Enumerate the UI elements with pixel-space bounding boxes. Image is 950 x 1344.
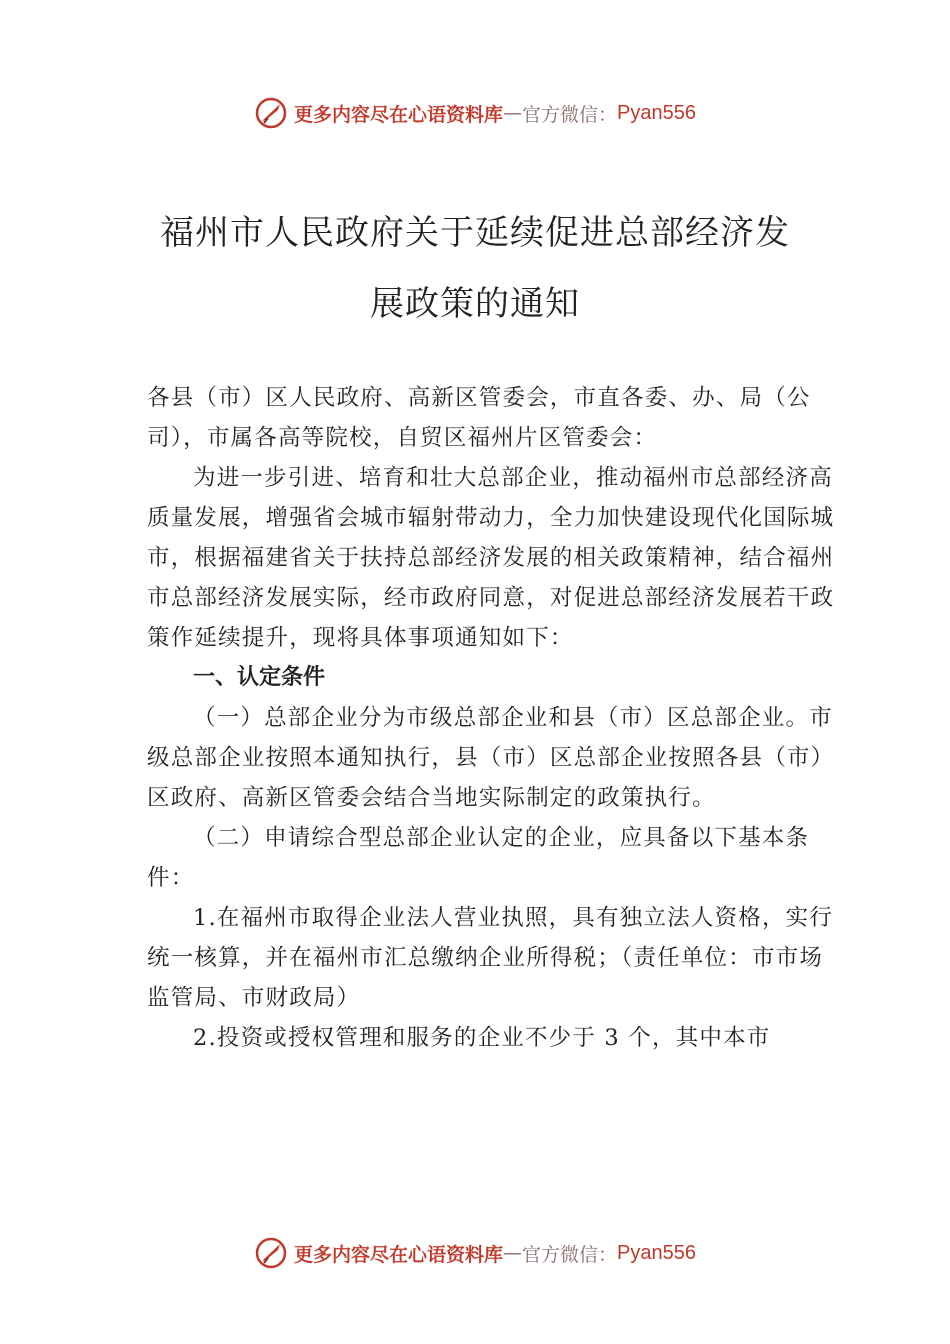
watermark-wechat-label: 官方微信： bbox=[522, 103, 618, 126]
watermark-separator: — bbox=[503, 1242, 523, 1264]
watermark-separator: — bbox=[503, 102, 523, 124]
watermark-wechat-id: Pyan556 bbox=[617, 1241, 696, 1264]
addressee: 各县（市）区人民政府、高新区管委会，市直各委、办、局（公司），市属各高等院校，自贸区福州片区管委会： bbox=[147, 385, 811, 451]
document-title-line2: 展政策的通知 bbox=[370, 284, 580, 324]
quill-logo-icon bbox=[254, 96, 288, 130]
watermark-wechat-label: 官方微信： bbox=[522, 1243, 618, 1266]
document-body bbox=[147, 378, 837, 1058]
condition-paragraph: 1.在福州市取得企业法人营业执照，具有独立法人资格，实行统一核算，并在福州市汇总缴纳企业所得税；（责任单位：市市场监管局、市财政局） bbox=[147, 905, 834, 1011]
document-title-line1: 福州市人民政府关于延续促进总部经济发 bbox=[160, 213, 790, 253]
watermark-header bbox=[0, 96, 950, 130]
item-paragraph: （二）申请综合型总部企业认定的企业，应具备以下基本条件： bbox=[147, 825, 810, 891]
quill-logo-icon bbox=[254, 1236, 288, 1270]
watermark-brand: 更多内容尽在心语资料库 bbox=[294, 1243, 504, 1266]
condition-paragraph: 2.投资或授权管理和服务的企业不少于 3 个，其中本市 bbox=[193, 1025, 771, 1051]
watermark-brand: 更多内容尽在心语资料库 bbox=[294, 103, 504, 126]
section-heading: 一、认定条件 bbox=[193, 665, 326, 690]
intro-paragraph: 为进一步引进、培育和壮大总部企业，推动福州市总部经济高质量发展，增强省会城市辐射带动力，全力加快建设现代化国际城市，根据福建省关于扶持总部经济发展的相关政策精神，结合福州市总部经济发展实际，经市政府同意，对促进总部经济发展若干政策作延续提升，现将具体事项通知如下： bbox=[147, 465, 835, 651]
watermark-footer bbox=[0, 1236, 950, 1270]
watermark-wechat-id: Pyan556 bbox=[617, 101, 696, 124]
item-paragraph: （一）总部企业分为市级总部企业和县（市）区总部企业。市级总部企业按照本通知执行，县（市）区总部企业按照各县（市）区政府、高新区管委会结合当地实际制定的政策执行。 bbox=[147, 705, 835, 811]
